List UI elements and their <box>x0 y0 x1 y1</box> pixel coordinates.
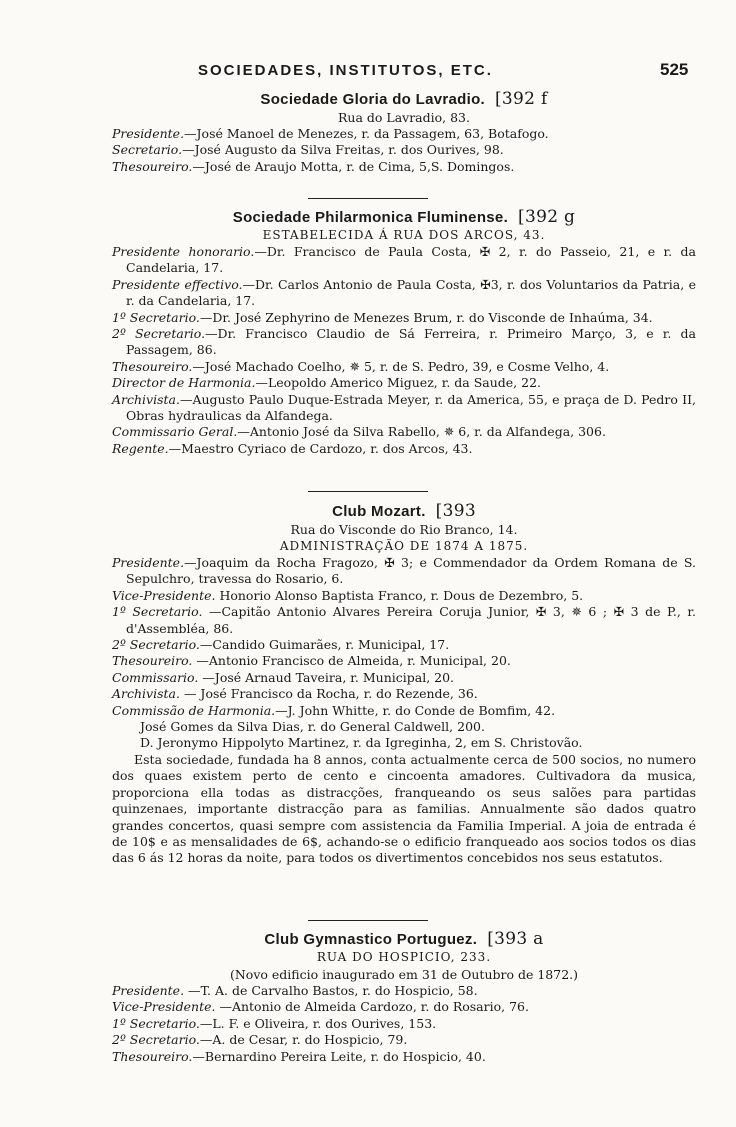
entry-line: 2º Secretario.—Dr. Francisco Claudio de Sá Ferreira, r. Primeiro Março, 3, e r. da Passagem, 86. <box>112 326 696 358</box>
entry-line: Commissario Geral.—Antonio José da Silva Rabello, ✵ 6, r. da Alfandega, 306. <box>112 424 606 440</box>
entry-line: 2º Secretario.—A. de Cesar, r. do Hospicio, 79. <box>112 1032 408 1048</box>
entry-line: Archivista. — José Francisco da Rocha, r. do Rezende, 36. <box>112 686 478 702</box>
section-heading <box>112 208 696 227</box>
section-gymnastico <box>112 930 696 1065</box>
section-ref: [392 f <box>495 89 548 109</box>
entry-line: Thesoureiro. —Antonio Francisco de Almeida, r. Municipal, 20. <box>112 653 511 669</box>
section-address: ESTABELECIDA Á RUA DOS ARCOS, 43. <box>262 228 546 242</box>
section-divider <box>308 920 428 921</box>
entry-line: D. Jeronymo Hippolyto Martinez, r. da Igreginha, 2, em S. Christovão. <box>140 735 583 751</box>
entry-line: Thesoureiro.—José de Araujo Motta, r. de Cima, 5,S. Domingos. <box>112 158 515 174</box>
running-title: SOCIEDADES, INSTITUTOS, ETC. <box>198 62 493 79</box>
entry-line: Commissão de Harmonia.—J. John Whitte, r. do Conde de Bomfim, 42. <box>112 702 556 718</box>
entry-line: Presidente honorario.—Dr. Francisco de Paula Costa, ✠ 2, r. do Passeio, 21, e r. da Candelaria, 17. <box>112 244 696 276</box>
entry-line: Vice-Presidente. Honorio Alonso Baptista Franco, r. Dous de Dezembro, 5. <box>112 587 584 603</box>
section-ref: [393 <box>435 501 476 521</box>
entry-line: 1º Secretario. —Capitão Antonio Alvares Pereira Coruja Junior, ✠ 3, ✵ 6 ; ✠ 3 de P., r. d'Assembléa, 86. <box>112 604 696 636</box>
section-club-mozart <box>112 502 696 867</box>
section-ref: [393 a <box>487 929 544 949</box>
entry-line: Presidente effectivo.—Dr. Carlos Antonio de Paula Costa, ✠3, r. dos Voluntarios da Patria, e r. da Candelaria, 17. <box>112 276 696 309</box>
entry-line: Director de Harmonia.—Leopoldo Americo Miguez, r. da Saude, 22. <box>112 375 541 391</box>
entry-line: Secretario.—José Augusto da Silva Freitas, r. dos Ourives, 98. <box>112 142 504 158</box>
section-gloria-lavradio <box>112 90 696 175</box>
section-divider <box>308 491 428 492</box>
entry-line: Presidente.—José Manoel de Menezes, r. da Passagem, 63, Botafogo. <box>112 126 549 141</box>
section-philarmonica <box>112 208 696 457</box>
entry-line: Regente.—Maestro Cyriaco de Cardozo, r. dos Arcos, 43. <box>112 440 473 456</box>
entry-line: Commissario. —José Arnaud Taveira, r. Municipal, 20. <box>112 669 455 685</box>
section-heading <box>112 502 696 521</box>
entry-line: Thesoureiro.—José Machado Coelho, ✵ 5, r. de S. Pedro, 39, e Cosme Velho, 4. <box>112 358 610 374</box>
section-title: Sociedade Philarmonica Fluminense. <box>232 209 509 226</box>
entry-line: Archivista.—Augusto Paulo Duque-Estrada Meyer, r. da America, 55, e praça de D. Pedro II, Obras hydraulicas da Alfandega. <box>112 391 696 424</box>
club-description: Esta sociedade, fundada ha 8 annos, conta actualmente cerca de 500 socios, no numero dos quaes existem perto de cento e cincoenta amadores. Cultivadora da musica, proporciona ella todas as distracções, franqueando os seus salões para partidas quinzenaes, importante distracção para as familias. Annualmente são dados quatro grandes concertos, quasi sempre com assistencia da Familia Imperial. A joia de entrada é de 10$ e as mensalidades de 6$, achando-se o edificio franqueado aos socios todos os dias das 6 ás 12 horas da noite, para todos os divertimentos concebidos nos seus estatutos. <box>112 751 696 866</box>
section-heading <box>112 930 696 949</box>
entry-line: Presidente.—Joaquim da Rocha Fragozo, ✠ 3; e Commendador da Ordem Romana de S. Sepulchro, travessa do Rosario, 6. <box>112 555 696 587</box>
section-divider <box>308 198 428 199</box>
entry-line: José Gomes da Silva Dias, r. do General Caldwell, 200. <box>140 719 485 735</box>
entry-line: Presidente. —T. A. de Carvalho Bastos, r. do Hospicio, 58. <box>112 983 478 998</box>
section-administration: ADMINISTRAÇÃO DE 1874 A 1875. <box>279 539 529 553</box>
section-address: RUA DO HOSPICIO, 233. <box>316 950 492 964</box>
section-address: Rua do Visconde do Rio Branco, 14. <box>290 522 518 537</box>
entry-line: 2º Secretario.—Candido Guimarães, r. Municipal, 17. <box>112 637 450 653</box>
section-title: Sociedade Gloria do Lavradio. <box>260 91 485 108</box>
section-title: Club Mozart. <box>332 503 426 520</box>
entry-line: 1º Secretario.—Dr. José Zephyrino de Menezes Brum, r. do Visconde de Inhaúma, 34. <box>112 309 653 325</box>
entry-line: Thesoureiro.—Bernardino Pereira Leite, r. do Hospicio, 40. <box>112 1048 486 1064</box>
entry-line: 1º Secretario.—L. F. e Oliveira, r. dos Ourives, 153. <box>112 1015 437 1031</box>
section-title: Club Gymnastico Portuguez. <box>264 931 478 948</box>
section-address: Rua do Lavradio, 83. <box>338 110 470 125</box>
section-heading <box>112 90 696 109</box>
section-ref: [392 g <box>518 207 576 227</box>
entry-line: Vice-Presidente. —Antonio de Almeida Cardozo, r. do Rosario, 76. <box>112 999 529 1015</box>
section-note: (Novo edificio inaugurado em 31 de Outubro de 1872.) <box>229 967 579 982</box>
page-number: 525 <box>660 60 689 79</box>
